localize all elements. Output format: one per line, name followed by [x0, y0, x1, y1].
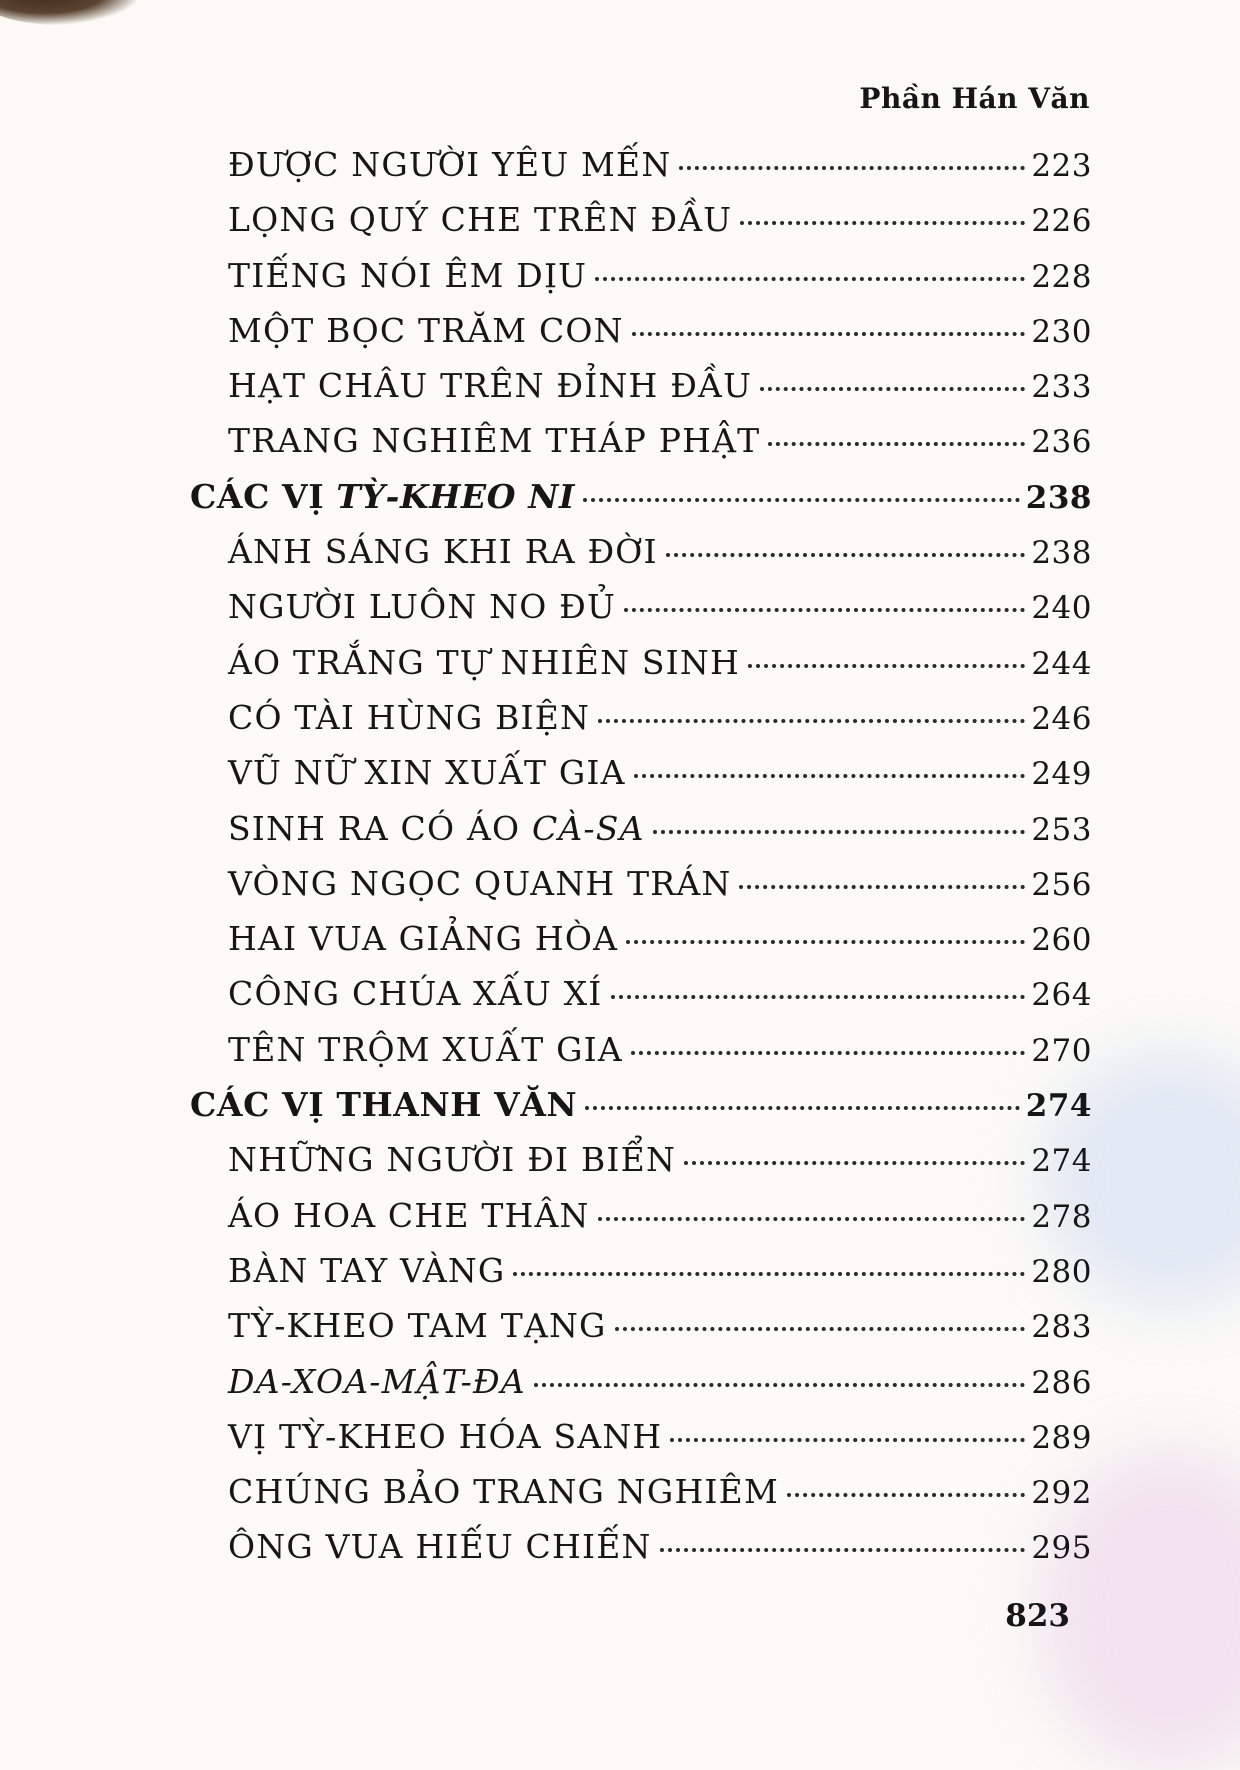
toc-entry	[190, 919, 1092, 974]
toc-entry-title: CÔNG CHÚA XẤU XÍ	[228, 974, 603, 1014]
toc-entry-page: 233	[1031, 369, 1092, 406]
toc-entry-page: 230	[1031, 313, 1092, 350]
toc-entry-title-italic: TỲ-KHEO NI	[336, 476, 576, 516]
toc-entry	[190, 643, 1092, 698]
toc-entry-title-text: SINH RA CÓ ÁO	[228, 808, 532, 848]
toc-entry-page: 249	[1031, 756, 1092, 793]
toc-entry	[190, 809, 1092, 864]
dot-leader	[611, 995, 1026, 999]
page-number: 823	[1005, 1598, 1070, 1634]
dot-leader	[624, 608, 1025, 612]
toc-entry-page: 223	[1031, 148, 1092, 184]
toc-entry-title: TRANG NGHIÊM THÁP PHẬT	[228, 421, 761, 461]
toc-entry-page: 283	[1031, 1309, 1092, 1346]
toc-entry-page: 295	[1031, 1530, 1092, 1567]
toc-entry-title: ÁNH SÁNG KHI RA ĐỜI	[228, 532, 658, 572]
toc-section-heading	[190, 477, 1092, 532]
toc-entry	[190, 200, 1092, 255]
dot-leader	[534, 1383, 1026, 1387]
toc-entry-title: ÁO HOA CHE THÂN	[228, 1195, 590, 1235]
dot-leader	[684, 1161, 1025, 1165]
dot-leader	[598, 719, 1025, 723]
dot-leader	[787, 1493, 1025, 1497]
toc-section-heading	[190, 1085, 1092, 1140]
toc-entry-page: 260	[1031, 922, 1092, 959]
toc-entry-page: 264	[1031, 977, 1092, 1014]
toc-entry	[190, 864, 1092, 919]
toc-entry-title	[228, 1362, 526, 1401]
dot-leader	[513, 1272, 1025, 1276]
toc-entry-title: ĐƯỢC NGƯỜI YÊU MẾN	[228, 145, 672, 184]
toc-entry-title	[190, 477, 575, 516]
toc-entry-page: 253	[1031, 811, 1092, 848]
toc-entry-title: TỲ-KHEO TAM TẠNG	[228, 1306, 607, 1346]
toc-entry-title: ÁO TRẮNG TỰ NHIÊN SINH	[228, 642, 740, 682]
dot-leader	[670, 1438, 1025, 1442]
toc-entry-title	[228, 809, 645, 848]
toc-entry-page: 274	[1031, 1143, 1092, 1180]
toc-entry	[190, 1196, 1092, 1251]
toc-entry-page: 238	[1025, 479, 1092, 516]
toc-entry-title: ÔNG VUA HIẾU CHIẾN	[228, 1527, 652, 1567]
toc-entry-title: VŨ NỮ XIN XUẤT GIA	[228, 753, 626, 793]
toc-entry-page: 274	[1025, 1088, 1092, 1125]
toc-entry-title: VÒNG NGỌC QUANH TRÁN	[228, 863, 732, 903]
dot-leader	[768, 442, 1025, 446]
toc-entry	[190, 1140, 1092, 1195]
toc-entry-title: LỌNG QUÝ CHE TRÊN ĐẦU	[228, 200, 733, 240]
toc-entry-page: 228	[1031, 258, 1092, 295]
dot-leader	[583, 498, 1020, 502]
toc-entry-title: BÀN TAY VÀNG	[228, 1250, 506, 1290]
dot-leader	[634, 774, 1026, 778]
toc-entry	[190, 974, 1092, 1029]
toc-entry-page: 256	[1031, 866, 1092, 903]
dot-leader	[626, 940, 1025, 944]
dot-leader	[760, 387, 1025, 391]
table-of-contents	[190, 145, 1092, 1583]
toc-entry	[190, 587, 1092, 642]
toc-entry	[190, 532, 1092, 587]
toc-entry	[190, 1362, 1092, 1417]
dot-leader	[679, 166, 1025, 170]
toc-entry	[190, 698, 1092, 753]
dot-leader	[615, 1327, 1026, 1331]
toc-entry-title: CÓ TÀI HÙNG BIỆN	[228, 697, 591, 737]
toc-entry-page: 278	[1031, 1198, 1092, 1235]
toc-entry	[190, 1472, 1092, 1527]
toc-entry-title: HAI VUA GIẢNG HÒA	[228, 919, 619, 959]
dot-leader	[631, 1051, 1025, 1055]
toc-entry-page: 226	[1031, 203, 1092, 240]
toc-entry	[190, 145, 1092, 200]
toc-entry	[190, 1030, 1092, 1085]
toc-entry-title: MỘT BỌC TRĂM CON	[228, 310, 624, 350]
toc-entry-page: 244	[1031, 645, 1092, 682]
dot-leader	[740, 221, 1025, 225]
running-head: Phần Hán Văn	[859, 82, 1090, 115]
toc-entry	[190, 1527, 1092, 1582]
toc-entry-title-italic: CÀ-SA	[531, 808, 645, 848]
toc-entry-title: CÁC VỊ THANH VĂN	[190, 1085, 578, 1125]
dot-leader	[653, 830, 1026, 834]
dot-leader	[660, 1548, 1026, 1552]
toc-entry-page: 286	[1031, 1364, 1092, 1401]
toc-entry	[190, 421, 1092, 476]
toc-entry-title: NGƯỜI LUÔN NO ĐỦ	[228, 587, 617, 627]
dot-leader	[595, 277, 1025, 281]
toc-entry-page: 289	[1031, 1419, 1092, 1456]
toc-entry-title: HẠT CHÂU TRÊN ĐỈNH ĐẦU	[228, 366, 753, 406]
toc-entry	[190, 1306, 1092, 1361]
toc-entry-page: 270	[1031, 1032, 1092, 1069]
dot-leader	[598, 1217, 1026, 1221]
toc-entry-title: TÊN TRỘM XUẤT GIA	[228, 1029, 623, 1069]
corner-smudge	[0, 0, 140, 25]
toc-entry-page: 292	[1031, 1475, 1092, 1512]
toc-entry-title-italic: DA-XOA-MẬT-ĐA	[228, 1361, 526, 1401]
toc-entry	[190, 366, 1092, 421]
toc-entry	[190, 311, 1092, 366]
toc-entry-page: 280	[1031, 1253, 1092, 1290]
toc-entry-title: NHỮNG NGƯỜI ĐI BIỂN	[228, 1140, 677, 1180]
toc-entry-page: 240	[1031, 590, 1092, 627]
toc-entry	[190, 256, 1092, 311]
toc-entry-title: CHÚNG BẢO TRANG NGHIÊM	[228, 1472, 779, 1512]
toc-entry-title: VỊ TỲ-KHEO HÓA SANH	[228, 1416, 663, 1456]
dot-leader	[632, 332, 1026, 336]
dot-leader	[748, 664, 1025, 668]
dot-leader	[739, 885, 1025, 889]
toc-entry-page: 238	[1031, 535, 1092, 572]
dot-leader	[666, 553, 1026, 557]
toc-entry	[190, 1251, 1092, 1306]
dot-leader	[585, 1106, 1019, 1110]
toc-entry-page: 236	[1031, 424, 1092, 461]
toc-entry	[190, 1417, 1092, 1472]
toc-entry-title-text: CÁC VỊ	[190, 476, 337, 516]
toc-entry	[190, 753, 1092, 808]
toc-entry-title: TIẾNG NÓI ÊM DỊU	[228, 255, 588, 295]
toc-entry-page: 246	[1031, 700, 1092, 737]
